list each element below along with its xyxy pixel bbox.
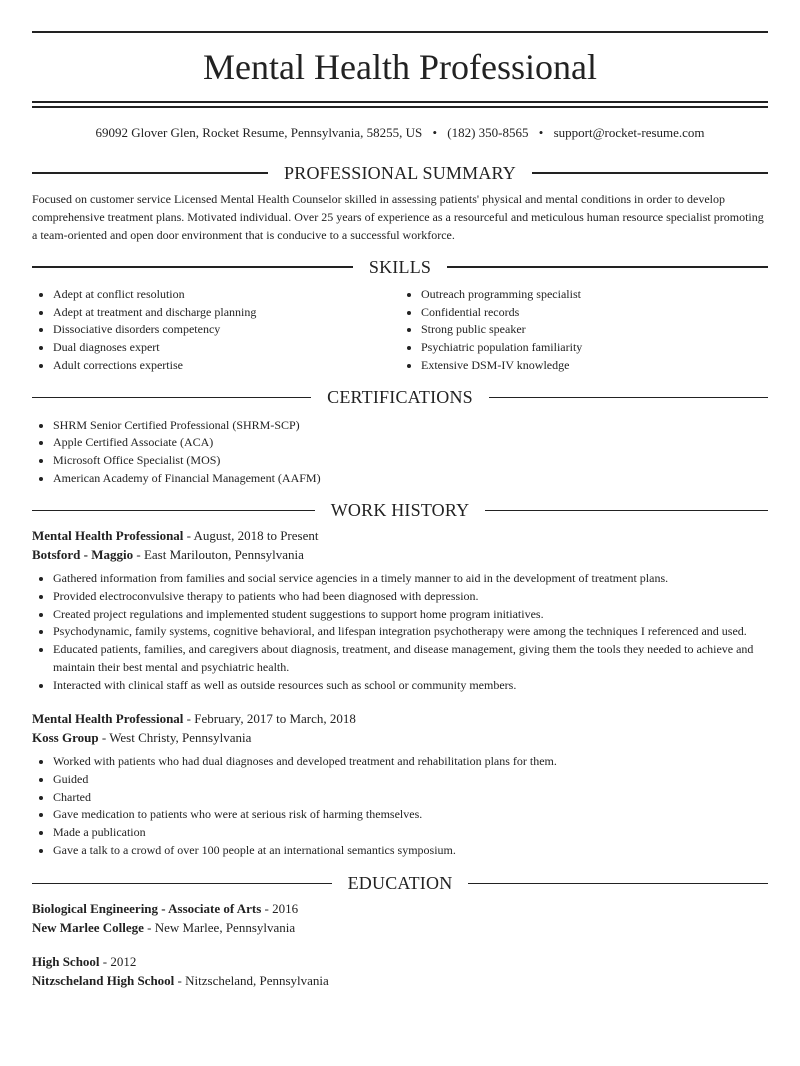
- job-bullet: • Gave a talk to a crowd of over 100 people at an international semantics symposium.: [53, 842, 768, 860]
- resume-page: [0, 31, 800, 1066]
- job-bullets: [32, 570, 768, 694]
- job-location: - East Marilouton, Pennsylvania: [133, 546, 304, 562]
- job-bullet: • Educated patients, families, and caregivers about diagnosis, treatment, and disease management, giving them the tools they needed to achieve and maintain their best mental and psychiatric health.: [53, 641, 768, 676]
- skills-list-left: [32, 286, 400, 375]
- job-dates: - February, 2017 to March, 2018: [183, 711, 356, 727]
- job-company: Botsford - Maggio: [32, 546, 134, 562]
- contact-address: 69092 Glover Glen, Rocket Resume, Pennsylvania, 58255, US: [95, 125, 423, 140]
- job-bullet: • Worked with patients who had dual diagnoses and developed treatment and rehabilitation plans for them.: [53, 753, 768, 771]
- education-degree-line: [32, 953, 768, 972]
- education-degree: High School: [32, 954, 100, 970]
- job-location: - West Christy, Pennsylvania: [98, 729, 252, 745]
- job-entry: [32, 710, 768, 859]
- certification-item: • SHRM Senior Certified Professional (SHRM-SCP): [53, 417, 768, 435]
- contact-email: support@rocket-resume.com: [553, 125, 705, 140]
- heading-rule: [32, 397, 311, 399]
- certifications-heading: [32, 387, 768, 409]
- education-year: - 2016: [261, 901, 299, 917]
- education-entry: [32, 953, 768, 990]
- title-double-rule: [32, 101, 768, 108]
- job-bullet: • Psychodynamic, family systems, cognitive behavioral, and lifespan integration psychotherapy were among the techniques I referenced and used.: [53, 623, 768, 641]
- heading-rule: [32, 883, 332, 885]
- education-degree-line: [32, 900, 768, 919]
- heading-rule: [32, 266, 353, 268]
- heading-rule: [489, 397, 768, 399]
- certification-item: • Apple Certified Associate (ACA): [53, 434, 768, 452]
- job-company: Koss Group: [32, 729, 99, 745]
- heading-rule: [532, 172, 768, 174]
- contact-phone: (182) 350-8565: [447, 125, 529, 140]
- contact-line: [32, 125, 768, 141]
- skill-item: • Outreach programming specialist: [421, 286, 768, 304]
- skill-item: • Strong public speaker: [421, 321, 768, 339]
- education-entry: [32, 900, 768, 937]
- work-heading: [32, 499, 768, 521]
- certification-item: • American Academy of Financial Management (AAFM): [53, 470, 768, 488]
- job-bullet: • Gathered information from families and social service agencies in a timely manner to aid in the development of treatment plans.: [53, 570, 768, 588]
- job-title: Mental Health Professional: [32, 528, 184, 544]
- skills-heading: [32, 256, 768, 278]
- skill-item: • Adept at treatment and discharge planning: [53, 304, 400, 322]
- skill-item: • Dissociative disorders competency: [53, 321, 400, 339]
- heading-rule: [447, 266, 768, 268]
- summary-heading: [32, 162, 768, 184]
- education-year: - 2012: [99, 954, 137, 970]
- skill-item: • Adult corrections expertise: [53, 357, 400, 375]
- skills-list-right: [400, 286, 768, 375]
- job-title-line: [32, 710, 768, 729]
- job-bullet: • Made a publication: [53, 824, 768, 842]
- page-title: Mental Health Professional: [203, 47, 597, 87]
- education-school-line: [32, 972, 768, 991]
- education-degree: Biological Engineering - Associate of Arts: [32, 901, 262, 917]
- contact-separator: •: [432, 125, 438, 140]
- summary-text: Focused on customer service Licensed Mental Health Counselor skilled in assessing patients' physical and mental conditions in order to develop comprehensive treatment plans. Motivated individual. Over 25 years of experience as a resourceful and meticulous human resource specialist promoting a team-oriented and open door environment that is conducive to a successful workforce.: [32, 192, 764, 242]
- skill-item: • Extensive DSM-IV knowledge: [421, 357, 768, 375]
- job-company-line: [32, 546, 768, 565]
- education-school: Nitzscheland High School: [32, 972, 175, 988]
- work-heading-label: WORK HISTORY: [330, 499, 470, 520]
- education-location: - New Marlee, Pennsylvania: [143, 919, 296, 935]
- certifications-heading-label: CERTIFICATIONS: [327, 387, 473, 408]
- job-dates: - August, 2018 to Present: [183, 528, 319, 544]
- job-bullet: • Created project regulations and implemented student suggestions to support home program initiatives.: [53, 606, 768, 624]
- education-school-line: [32, 919, 768, 938]
- skill-item: • Psychiatric population familiarity: [421, 339, 768, 357]
- job-bullet: • Interacted with clinical staff as well as outside resources such as school or community members.: [53, 677, 768, 695]
- certification-item: • Microsoft Office Specialist (MOS): [53, 452, 768, 470]
- certifications-list: [32, 417, 768, 488]
- summary-heading-label: PROFESSIONAL SUMMARY: [284, 162, 516, 183]
- job-bullet: • Gave medication to patients who were at serious risk of harming themselves.: [53, 806, 768, 824]
- skill-item: • Adept at conflict resolution: [53, 286, 400, 304]
- job-company-line: [32, 729, 768, 748]
- heading-rule: [468, 883, 768, 885]
- job-title: Mental Health Professional: [32, 711, 184, 727]
- job-entry: [32, 527, 768, 694]
- education-heading-label: EDUCATION: [347, 872, 453, 893]
- job-bullet: • Provided electroconvulsive therapy to patients who had been diagnosed with depression.: [53, 588, 768, 606]
- skills-heading-label: SKILLS: [368, 256, 432, 277]
- job-title-line: [32, 527, 768, 546]
- skill-item: • Confidential records: [421, 304, 768, 322]
- skill-item: • Dual diagnoses expert: [53, 339, 400, 357]
- education-school: New Marlee College: [32, 919, 144, 935]
- contact-separator: •: [538, 125, 544, 140]
- education-location: - Nitzscheland, Pennsylvania: [174, 972, 329, 988]
- skills-columns: [32, 286, 768, 375]
- heading-rule: [485, 510, 768, 512]
- heading-rule: [32, 172, 268, 174]
- job-bullet: • Charted: [53, 789, 768, 807]
- heading-rule: [32, 510, 315, 512]
- job-bullets: [32, 753, 768, 859]
- job-bullet: • Guided: [53, 771, 768, 789]
- education-heading: [32, 872, 768, 894]
